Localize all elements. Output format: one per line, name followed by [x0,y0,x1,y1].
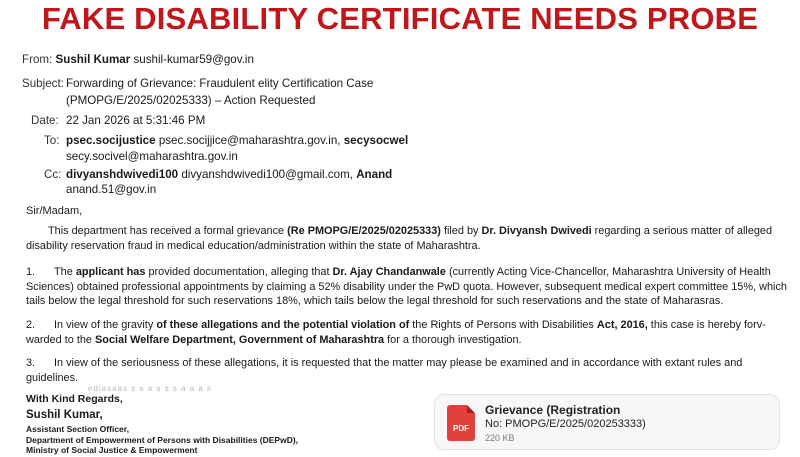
signature-department: Department of Empowerment of Persons with Disabilities (DEPwD), [26,435,299,445]
subject-line-1: Forwarding of Grievance: Fraudulent elity Certification Case [66,77,374,90]
date-label: Date: [31,114,59,127]
paragraph-2: 2. In view of the gravity of these allegations and the potential violation of the Rights of Persons with Disabilities Act, 2016, this case is hereby forv-warded to the Social Welfare Department, Government of Maharashtra for a thorough investigation. [26,319,766,346]
cc-recipient-name-1[interactable]: divyanshdwivedi100 [66,168,179,181]
sender-name[interactable]: Sushil Kumar [55,53,131,66]
subject-line-2: (PMOPG/E/2025/02025333) – Action Requested [66,94,316,107]
attachment-filename: No: PMOPG/E/2025/020253333) [485,418,646,430]
to-recipient-name-2[interactable]: secysocwel [343,134,409,147]
to-recipient-name-1[interactable]: psec.socijustice [66,134,156,147]
faint-overlay-text: ediasaas s s a s s s a a a s [88,384,213,393]
attachment-size: 220 KB [485,433,515,443]
attachment-title: Grievance (Registration [485,403,621,417]
cc-recipient-address-2[interactable]: anand.51@gov.in [66,183,157,196]
to-recipient-address-1[interactable]: psec.socijjice@maharashtra.gov.in, [158,134,341,147]
headline-banner: FAKE DISABILITY CERTIFICATE NEEDS PROBE [41,1,759,36]
cc-label: Cc: [44,168,62,181]
salutation: Sir/Madam, [26,205,83,217]
to-recipients-line-1 [66,133,408,148]
signature-name: Sushil Kumar, [26,409,103,421]
paragraph-intro: This department has received a formal grievance (Re PMOPG/E/2025/02025333) filed by Dr. Divyansh Dwivedi regarding a serious matter of alleged disability reservation fraud in medical education/administration within the state of Maharashtra. [26,225,773,252]
date-value: 22 Jan 2026 at 5:31:46 PM [66,114,206,127]
paragraph-3: 3. In view of the seriousness of these allegations, it is requested that the matter may please be examined and in accordance with extant rules and guidelines. [26,357,743,384]
signature-regards: With Kind Regards, [26,393,123,405]
cc-recipients-line-1 [66,167,392,182]
cc-recipient-address-1[interactable]: divyanshdwivedi100@gmail.com, [181,168,353,181]
subject-label: Subject: [22,77,64,90]
signature-title: Assistant Section Officer, [26,424,129,434]
attachment-card[interactable] [434,394,780,450]
from-label: From: [22,53,53,66]
to-recipient-address-2[interactable]: secy.socivel@maharashtra.gov.in [66,150,238,163]
sender-address[interactable]: sushil-kumar59@gov.in [133,53,254,66]
to-label: To: [44,134,60,147]
paragraph-1: 1. The applicant has provided documentation, alleging that Dr. Ajay Chandanwale (currently Acting Vice-Chancellor, Maharashtra University of Health Sciences) obtained professional appointments by claiming a 52% disability under the PwD quota. However, subsequent medical expert committee 15%, which tails below the legal threshold for such reservations 18%, which tails below the legal threshold for such reservations and the state of Maharasras. [26,266,787,307]
signature-ministry: Ministry of Social Justice & Empowerment [26,445,198,455]
cc-recipient-name-2[interactable]: Anand [356,168,393,181]
from-row [22,52,254,67]
pdf-file-icon: PDF [447,405,475,441]
